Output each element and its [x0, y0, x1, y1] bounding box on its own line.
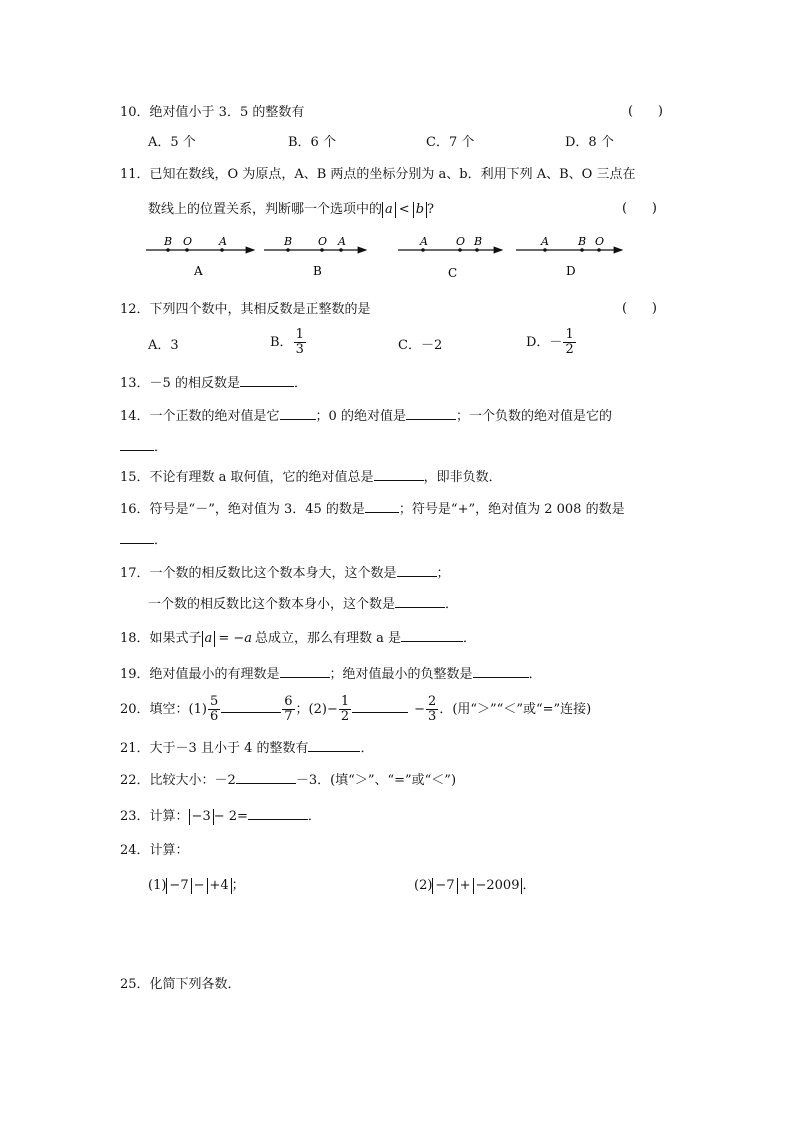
q12-option-a: A．3	[148, 338, 179, 353]
q21-end: ．	[360, 741, 374, 756]
answer-blank[interactable]	[221, 699, 281, 713]
q17-end-1: ；	[436, 566, 450, 581]
q19	[120, 664, 542, 684]
q11-less-than: <	[398, 202, 410, 217]
q11-a-label-b: B	[164, 235, 173, 248]
q16-text: 16．符号是“－”，绝对值为 3．45 的数是	[120, 502, 365, 517]
q17-text: 17．一个数的相反数比这个数本身大，这个数是	[120, 566, 397, 581]
q11-c-label-a: A	[420, 235, 428, 248]
q22-text: 22．比较大小：－2	[120, 773, 236, 788]
answer-blank[interactable]	[280, 406, 316, 420]
q11-question-mark: ?	[427, 202, 434, 217]
fraction-denominator: 2	[340, 709, 350, 724]
q16-text-2: ；符号是“+”，绝对值为 2 008 的数是	[398, 502, 625, 517]
answer-blank[interactable]	[240, 373, 294, 387]
q13	[120, 373, 307, 393]
q21	[120, 738, 374, 758]
q12-stem: 12．下列四个数中，其相反数是正整数的是	[120, 302, 371, 317]
q17-text-2: 一个数的相反数比这个数本身小，这个数是	[148, 597, 396, 612]
q13-text: 13．－5 的相反数是	[120, 376, 240, 391]
q24-part-2	[414, 877, 536, 895]
q14-text-2: ；0 的绝对值是	[315, 409, 406, 424]
q11-d-label-b: B	[578, 235, 587, 248]
answer-blank[interactable]	[374, 467, 424, 481]
q17-end-2: ．	[445, 597, 459, 612]
q11-diagram-a	[146, 235, 254, 278]
q16	[120, 499, 625, 519]
q20-text: 20．填空：(1)	[120, 702, 207, 717]
q11-abs-b: b	[413, 202, 427, 218]
q14-cont	[120, 437, 167, 457]
q10-option-b: B．6 个	[288, 135, 336, 150]
q24-part-1-abs-1: −7	[166, 878, 191, 894]
q11-abs-a: a	[382, 202, 396, 218]
q24-part-1-label: (1)	[148, 878, 167, 893]
fraction-numerator: 6	[284, 694, 293, 709]
q24-part-2-abs-1: −7	[432, 878, 457, 894]
q20	[120, 693, 591, 727]
q18-text-2: 总成立，那么有理数 a 是	[254, 631, 401, 646]
q11-b-label-b: B	[284, 235, 293, 248]
q20-minus: −	[414, 702, 426, 717]
q23-text: 23．计算：	[120, 809, 189, 824]
q14-text-3: ；一个负数的绝对值是它的	[455, 409, 612, 424]
q24-part-2-label: (2)	[414, 878, 433, 893]
q20-end: ．(用“＞”“＜”或“=”连接)	[439, 702, 592, 717]
q17-line2	[148, 594, 458, 614]
q12-option-b	[270, 328, 307, 357]
q12-option-b-fraction	[294, 328, 306, 357]
fraction-denominator: 2	[565, 342, 574, 357]
answer-blank[interactable]	[236, 770, 296, 784]
fraction-denominator: 3	[295, 342, 304, 357]
q11-d-label-o: O	[595, 235, 605, 248]
q20-fraction-3	[339, 695, 351, 724]
q11-c-label-o: O	[456, 235, 466, 248]
q11-a-caption: A	[194, 264, 203, 278]
q12-option-d-label: D．－	[526, 335, 563, 350]
q10-stem: 10．绝对值小于 3．5 的整数有	[120, 105, 305, 120]
q14	[120, 406, 612, 426]
q12-option-c: C．－2	[398, 338, 443, 353]
q11-line2-text: 数线上的位置关系，判断哪一个选项中的	[148, 202, 383, 217]
q11-b-label-o: O	[318, 235, 328, 248]
q10-option-c: C．7 个	[426, 135, 475, 150]
q11-number-line-diagrams	[0, 228, 794, 284]
q18-end: ．	[463, 631, 477, 646]
q11-line2	[148, 201, 434, 219]
fraction-numerator: 5	[209, 694, 219, 709]
fraction-numerator: 1	[295, 327, 304, 342]
q24-part-1-abs-2: +4	[207, 878, 232, 894]
q11-b-label-a: A	[338, 235, 346, 248]
q22	[120, 770, 456, 790]
q15-end: ，即非负数．	[423, 470, 502, 485]
fraction-denominator: 6	[209, 709, 219, 724]
q14-end: ．	[154, 440, 168, 455]
answer-blank[interactable]	[308, 738, 360, 752]
q11-d-caption: D	[566, 264, 576, 278]
q11-c-label-b: B	[474, 235, 483, 248]
answer-blank[interactable]	[406, 406, 456, 420]
q20-fraction-2	[282, 695, 294, 724]
answer-blank[interactable]	[395, 594, 445, 608]
q24-part-1-end: ；	[231, 878, 245, 893]
q11-stem: 11．已知在数线，O 为原点，A、B 两点的坐标分别为 a、b．利用下列 A、B、O 三点在	[120, 167, 636, 182]
q19-text-2: ；绝对值最小的负整数是	[329, 667, 473, 682]
q11-a-label-o: O	[183, 235, 193, 248]
q10-option-d: D．8 个	[565, 135, 614, 150]
q16-cont	[120, 530, 167, 550]
q19-end: ．	[528, 667, 542, 682]
q14-text: 14．一个正数的绝对值是它	[120, 409, 280, 424]
fraction-numerator: 1	[340, 694, 350, 709]
q12-answer-paren: ( )	[622, 301, 657, 316]
fraction-denominator: 7	[284, 709, 293, 724]
q12-option-d-fraction	[563, 328, 575, 357]
q10-option-a: A．5 个	[148, 135, 196, 150]
q24-part-1-operator: −	[193, 878, 205, 893]
q23-end: ．	[307, 809, 321, 824]
q23-abs-value: −3	[189, 809, 214, 825]
fraction-denominator: 3	[428, 709, 437, 724]
q20-fraction-4	[426, 695, 438, 724]
q11-diagram-c	[398, 235, 502, 280]
q24-part-1	[148, 877, 245, 895]
answer-blank[interactable]	[120, 437, 154, 451]
q18-text: 18．如果式子	[120, 631, 202, 646]
answer-blank[interactable]	[401, 628, 463, 642]
q11-c-caption: C	[448, 266, 458, 280]
q11-a-label-a: A	[219, 235, 227, 248]
q24-part-2-operator: +	[459, 878, 471, 893]
answer-blank[interactable]	[397, 563, 437, 577]
q25-title: 25．化简下列各数．	[120, 977, 241, 992]
q24-title: 24．计算：	[120, 843, 189, 858]
q23-text-2: − 2=	[213, 809, 248, 824]
q15-text: 15．不论有理数 a 取何值，它的绝对值总是	[120, 470, 374, 485]
fraction-numerator: 1	[565, 327, 574, 342]
answer-blank[interactable]	[352, 699, 408, 713]
q21-text: 21．大于－3 且小于 4 的整数有	[120, 741, 309, 756]
q13-end: ．	[293, 376, 307, 391]
q20-fraction-1	[208, 695, 220, 724]
q18-abs-a: a	[202, 631, 216, 647]
q22-end: －3．(填“＞”、“=”或“＜”)	[295, 773, 457, 788]
answer-blank[interactable]	[280, 664, 330, 678]
q11-d-label-a: A	[541, 235, 549, 248]
q23	[120, 806, 321, 826]
q19-text: 19．绝对值最小的有理数是	[120, 667, 280, 682]
q16-end: ．	[154, 533, 168, 548]
q24-part-2-abs-2: −2009	[473, 878, 523, 894]
q18	[120, 628, 476, 648]
answer-blank[interactable]	[248, 806, 308, 820]
q24-part-2-end: ．	[522, 878, 536, 893]
q11-diagram-d	[516, 235, 622, 278]
answer-blank[interactable]	[473, 664, 529, 678]
q11-diagram-b	[264, 235, 366, 278]
q20-separator: ；(2)−	[295, 702, 338, 717]
answer-blank[interactable]	[365, 499, 399, 513]
q11-b-caption: B	[313, 264, 322, 278]
q11-answer-paren: ( )	[622, 201, 657, 216]
q15	[120, 467, 502, 487]
q10-answer-paren: ( )	[628, 104, 663, 119]
q18-equation: = −a	[218, 631, 252, 646]
q12-option-b-label: B．	[270, 335, 293, 350]
fraction-numerator: 2	[428, 694, 437, 709]
answer-blank[interactable]	[120, 530, 154, 544]
q12-option-d	[526, 328, 577, 357]
q17-line1	[120, 563, 450, 583]
